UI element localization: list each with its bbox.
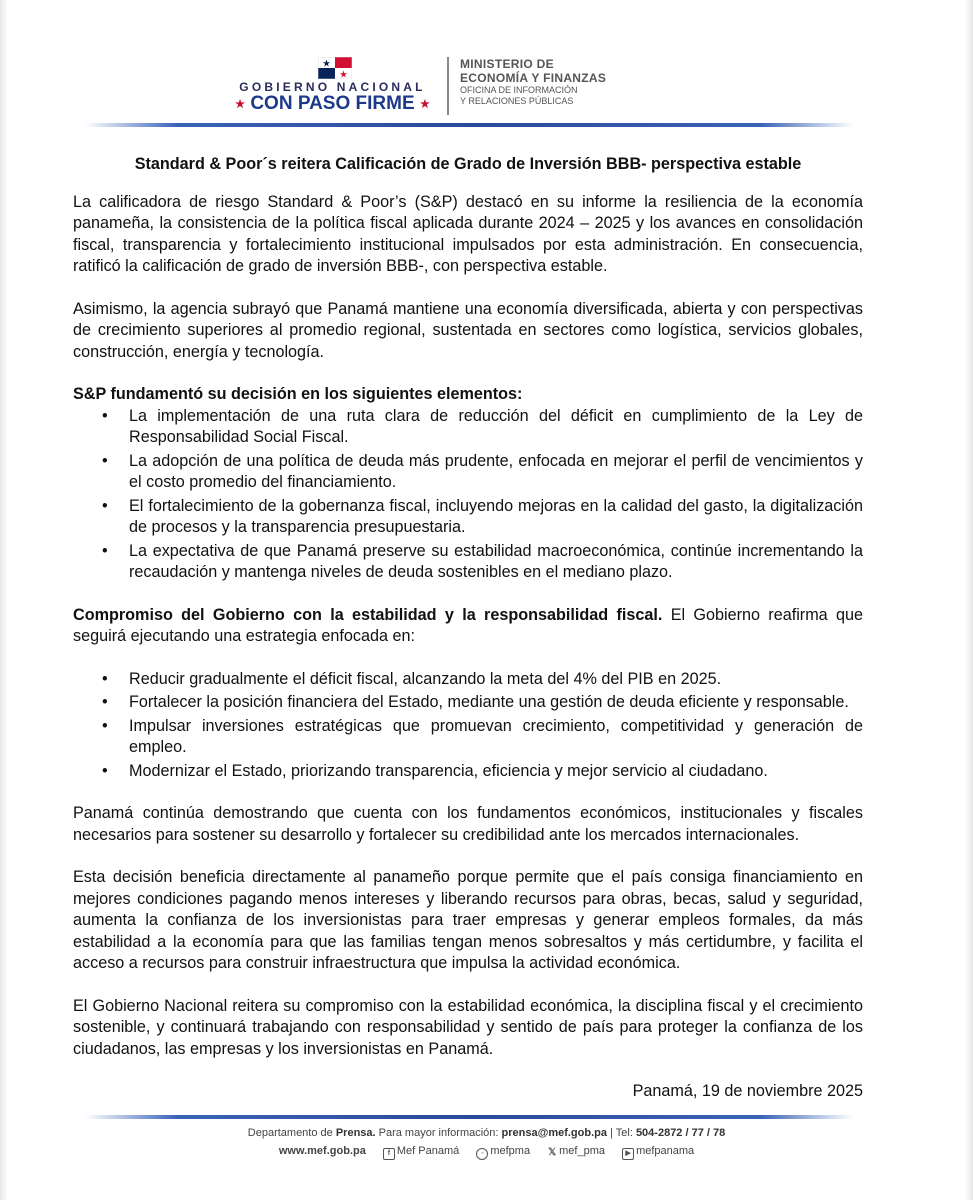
list-item-text: Fortalecer la posición financiera del Estado, mediante una gestión de deuda eficiente y responsable. (129, 693, 849, 711)
list-item (73, 761, 863, 783)
government-slogan (230, 93, 435, 115)
list-item (73, 669, 863, 691)
header-rule (85, 123, 853, 127)
ministry-line-1: MINISTERIO DE (460, 57, 554, 71)
list-item-text: Modernizar el Estado, priorizando transparencia, eficiencia y mejor servicio al ciudadano. (129, 761, 768, 780)
ministry-logo (460, 57, 660, 107)
list-item (73, 496, 863, 539)
list-item-text: La implementación de una ruta clara de reducción del déficit en cumplimiento de la Ley de Responsabilidad Social Fiscal. (129, 406, 863, 446)
star-icon: ★ (419, 98, 430, 111)
section-2-heading: Compromiso del Gobierno con la estabilidad y la responsabilidad fiscal. (73, 605, 663, 624)
document-title: Standard & Poor´s reitera Calificación de Grado de Inversión BBB- perspectiva estable (134, 155, 802, 173)
list-item (73, 716, 863, 759)
list-item-text: Reducir gradualmente el déficit fiscal, alcanzando la meta del 4% del PIB en 2025. (129, 669, 722, 688)
youtube-link[interactable] (622, 1145, 694, 1160)
bullet-icon: • (102, 716, 108, 735)
slogan-text: CON PASO FIRME (250, 93, 415, 114)
footer-social (0, 1145, 973, 1160)
dept-name: Prensa. (335, 1127, 376, 1139)
tel-separator: | Tel: (606, 1127, 636, 1139)
press-release-body (73, 150, 863, 1103)
bullet-icon: • (102, 451, 108, 470)
paragraph-4: Esta decisión beneficia directamente al panameño porque permite que el país consiga financiamiento en mejores condiciones pagando menos intereses y liberando recursos para obras, becas, salud y seguridad, aumenta la confianza de los inversionistas para traer empresas y generar empleos formales, da más estabilidad a la economía para que las familias tengan menos sobresaltos y más certidumbre, y facilita el acceso a recursos para construir infraestructura que impulsa la actividad económica. (73, 868, 863, 972)
section-2-intro-text: El Gobierno reafirma que seguirá ejecutando una estrategia enfocada en: (73, 605, 863, 645)
email-link[interactable]: prensa@mef.gob.pa (501, 1127, 607, 1139)
instagram-link[interactable] (476, 1145, 530, 1160)
list-item (73, 451, 863, 494)
list-item (73, 406, 863, 449)
phone-number: 504-2872 / 77 / 78 (635, 1127, 726, 1139)
bullet-icon: • (102, 406, 108, 425)
list-item (73, 692, 863, 714)
list-item (73, 541, 863, 584)
list-item-text: El fortalecimiento de la gobernanza fiscal, incluyendo mejoras en la calidad del gasto, la digitalización de procesos y la transparencia presupuestaria. (129, 496, 863, 536)
list-item-text: Impulsar inversiones estratégicas que promuevan crecimiento, competitividad y generación de empleo. (129, 716, 863, 756)
x-link[interactable] (547, 1145, 605, 1158)
facebook-icon: f (383, 1148, 395, 1160)
bullet-icon: • (102, 693, 108, 711)
bullet-icon: • (102, 541, 108, 560)
star-icon: ★ (235, 98, 246, 111)
section-2-intro (73, 605, 863, 648)
bullet-icon: • (102, 669, 108, 688)
instagram-text: mefpma (490, 1145, 531, 1157)
bullet-icon: • (102, 761, 108, 780)
facebook-link[interactable] (383, 1145, 459, 1160)
footer-rule (85, 1115, 853, 1119)
facebook-text: Mef Panamá (396, 1145, 460, 1157)
bullet-icon: • (102, 496, 108, 515)
letterhead (0, 55, 973, 135)
page-edge-left (0, 0, 8, 1200)
info-text: Para mayor información: (375, 1127, 502, 1139)
ministry-line-3: OFICINA DE INFORMACIÓN (460, 85, 578, 95)
footer-contact (0, 1127, 973, 1139)
panama-flag-icon (318, 57, 352, 79)
website-text: www.mef.gob.pa (278, 1145, 366, 1157)
header-divider (447, 57, 449, 115)
x-text: mef_pma (559, 1145, 605, 1157)
government-title: GOBIERNO NACIONAL (239, 80, 426, 94)
list-item-text: La expectativa de que Panamá preserve su estabilidad macroeconómica, continúe incrementando la recaudación y mantenga niveles de deuda sostenibles en el mediano plazo. (129, 541, 863, 581)
ministry-line-4: Y RELACIONES PÚBLICAS (460, 96, 574, 106)
section-1-list (73, 406, 863, 584)
ministry-line-2: ECONOMÍA Y FINANZAS (460, 71, 607, 85)
youtube-icon: ▶ (622, 1148, 634, 1160)
paragraph-2: Asimismo, la agencia subrayó que Panamá mantiene una economía diversificada, abierta y con perspectivas de crecimiento superiores al promedio regional, sustentada en sectores como logística, servicios globales, construcción, energía y tecnología. (73, 299, 863, 361)
date-line: Panamá, 19 de noviembre 2025 (632, 1082, 863, 1100)
section-1-heading: S&P fundamentó su decisión en los siguientes elementos: (73, 385, 523, 403)
instagram-icon: ◦ (476, 1148, 488, 1160)
list-item-text: La adopción de una política de deuda más prudente, enfocada en mejorar el perfil de vencimientos y el costo promedio del financiamiento. (129, 451, 863, 491)
page-edge-right (965, 0, 973, 1200)
x-icon: 𝕏 (548, 1147, 557, 1158)
paragraph-3: Panamá continúa demostrando que cuenta con los fundamentos económicos, institucionales y fiscales necesarios para sostener su desarrollo y fortalecer su credibilidad ante los mercados internacionales. (73, 804, 863, 844)
dept-prefix: Departamento de (247, 1127, 336, 1139)
government-logo (230, 55, 435, 115)
website-link[interactable] (279, 1145, 366, 1157)
youtube-text: mefpanama (636, 1145, 695, 1157)
section-2-list (73, 669, 863, 783)
paragraph-5: El Gobierno Nacional reitera su compromiso con la estabilidad económica, la disciplina fiscal y el crecimiento sostenible, y continuará trabajando con responsabilidad y sentido de país para proteger la confianza de los ciudadanos, las empresas y los inversionistas en Panamá. (73, 996, 863, 1058)
paragraph-1: La calificadora de riesgo Standard & Poor’s (S&P) destacó en su informe la resiliencia de la economía panameña, la consistencia de la política fiscal aplicada durante 2024 – 2025 y los avances en consolidación fiscal, transparencia y fortalecimiento institucional impulsados por esta administración. En consecuencia, ratificó la calificación de grado de inversión BBB-, con perspectiva estable. (73, 192, 863, 275)
